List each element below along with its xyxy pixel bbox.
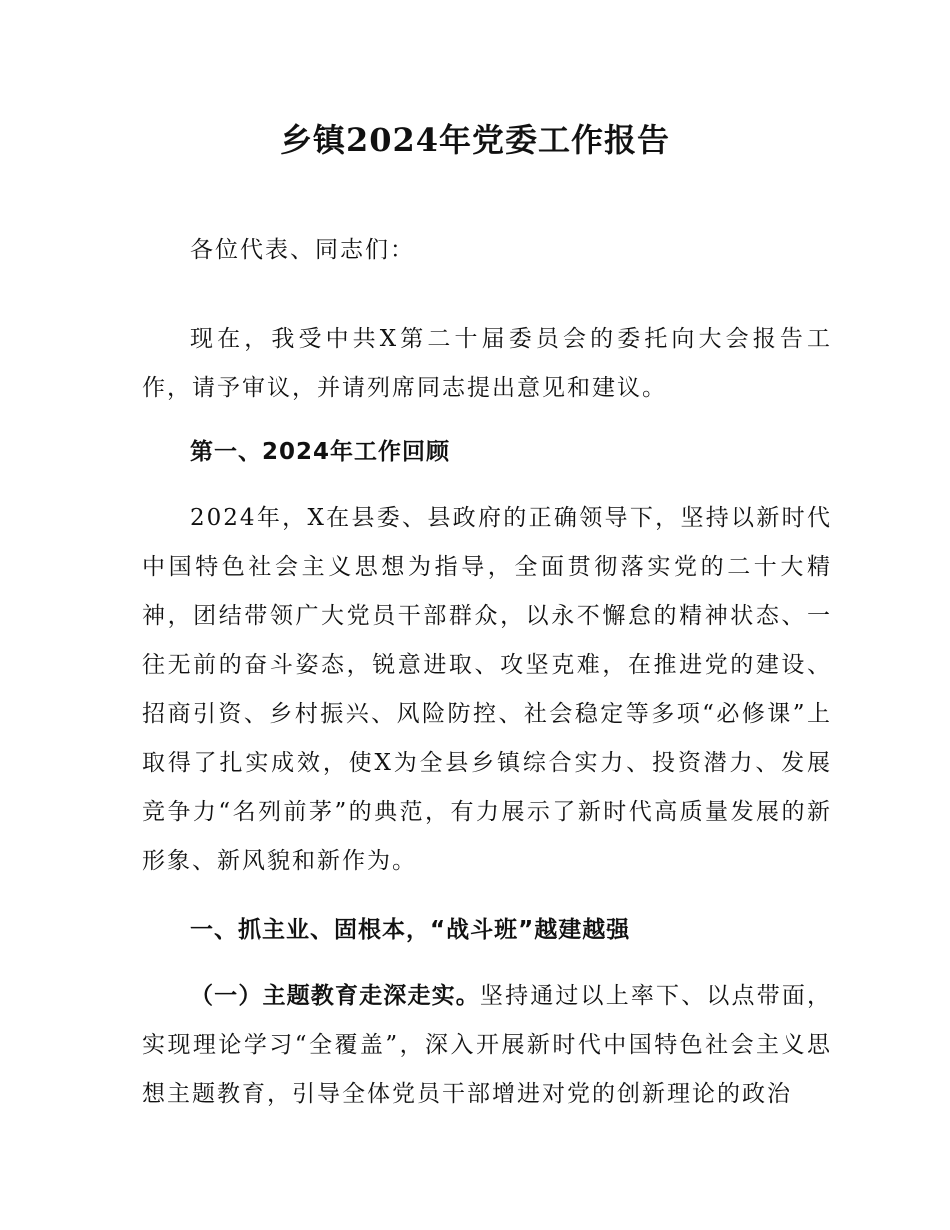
review-paragraph: 2024年，X在县委、县政府的正确领导下，坚持以新时代中国特色社会主义思想为指导，全面贯彻落实党的二十大精神，团结带领广大党员干部群众，以永不懈怠的精神状态、一往无前的奋斗姿态，锐意进取、攻坚克难，在推进党的建设、招商引资、乡村振兴、风险防控、社会稳定等多项“必修课”上取得了扎实成效，使X为全县乡镇综合实力、投资潜力、发展竞争力“名列前茅”的典范，有力展示了新时代高质量发展的新形象、新风貌和新作为。	[142, 505, 832, 874]
topic-paragraph-1	[142, 972, 832, 1119]
topic-lead-text: （一）主题教育走深走实。	[190, 983, 480, 1009]
greeting-paragraph: 各位代表、同志们：	[190, 237, 415, 263]
intro-paragraph: 现在，我受中共X第二十届委员会的委托向大会报告工作，请予审议，并请列席同志提出意见和建议。	[142, 326, 832, 401]
section-heading-review: 第一、2024年工作回顾	[190, 439, 451, 465]
document-title: 乡镇2024年党委工作报告	[279, 121, 671, 159]
topic-body-text: 坚持通过以上率下、以点带面，实现理论学习“全覆盖”，深入开展新时代中国特色社会主义思想主题教育，引导全体党员干部增进对党的创新理论的政治	[142, 983, 833, 1107]
subsection-heading-1: 一、抓主业、固根本，“战斗班”越建越强	[190, 917, 631, 943]
